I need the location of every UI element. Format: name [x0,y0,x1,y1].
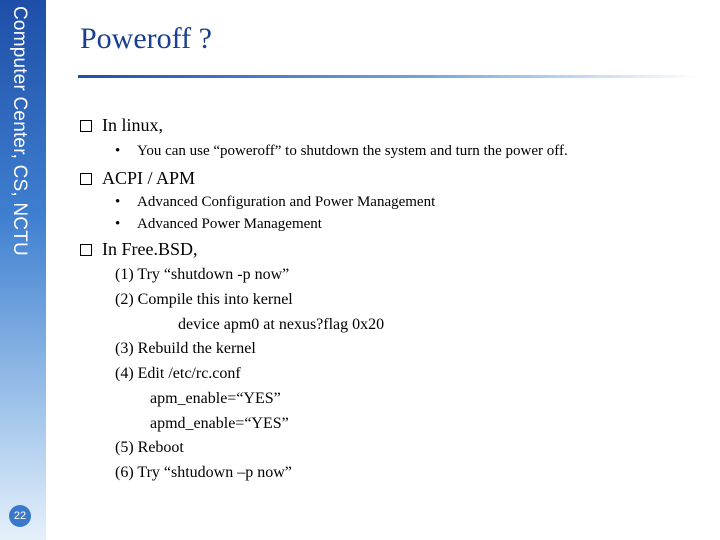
bullet-item [115,216,322,233]
section-freebsd [80,239,198,260]
step-line: (5) Reboot [115,439,184,456]
checkbox-bullet-icon [80,120,92,132]
bullet-item [115,194,435,211]
section-heading: ACPI / APM [102,168,196,188]
checkbox-bullet-icon [80,244,92,256]
bullet-dot-icon: • [115,194,121,210]
bullet-text: Advanced Power Management [137,216,322,232]
step-line: (2) Compile this into kernel [115,291,293,308]
step-line: (6) Try “shtudown –p now” [115,464,292,481]
section-linux [80,115,163,136]
step-detail-line: apm_enable=“YES” [150,390,281,407]
sidebar-label: Computer Center, CS, NCTU [9,6,30,256]
section-acpi [80,168,195,189]
bullet-text: Advanced Configuration and Power Management [137,194,436,210]
step-detail-line: device apm0 at nexus?flag 0x20 [178,316,385,333]
bullet-dot-icon: • [115,216,121,232]
step-detail-line: apmd_enable=“YES” [150,415,289,432]
step-line: (4) Edit /etc/rc.conf [115,365,241,382]
slide-title: Poweroff ? [80,22,212,55]
title-divider [78,75,698,78]
bullet-text: You can use “poweroff” to shutdown the system and turn the power off. [137,143,568,159]
section-heading: In Free.BSD, [102,239,198,259]
step-line: (1) Try “shutdown -p now” [115,266,290,283]
sidebar-banner [0,0,46,540]
bullet-dot-icon: • [115,143,121,159]
checkbox-bullet-icon [80,173,92,185]
page-number-badge: 22 [9,505,31,527]
section-heading: In linux, [102,115,163,135]
bullet-item [115,143,568,160]
step-line: (3) Rebuild the kernel [115,340,256,357]
